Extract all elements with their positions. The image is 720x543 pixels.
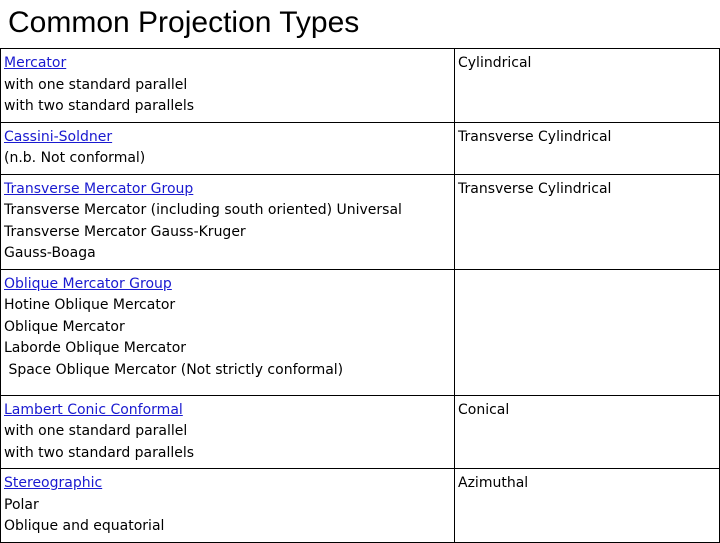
projection-variant: with two standard parallels	[4, 98, 195, 114]
projection-variant: Polar	[4, 496, 39, 513]
projection-variant: Space Oblique Mercator (Not strictly conformal)	[4, 361, 344, 378]
table-row	[1, 174, 720, 269]
projection-link-lambert-conic-conformal[interactable]: Lambert Conic Conformal	[4, 401, 183, 418]
projection-link-stereographic[interactable]: Stereographic	[4, 475, 103, 491]
table-row	[1, 269, 720, 395]
projection-table	[0, 48, 720, 543]
table-row	[1, 122, 720, 174]
projection-variant: Gauss-Boaga	[4, 245, 96, 261]
projection-link-cassini-soldner[interactable]: Cassini-Soldner	[4, 128, 113, 145]
projection-link-transverse-mercator-group[interactable]: Transverse Mercator Group	[4, 180, 194, 197]
projection-type-cell	[455, 49, 720, 123]
projection-variant: Hotine Oblique Mercator	[4, 297, 176, 313]
projection-type-cell	[455, 174, 720, 269]
table-row	[1, 395, 720, 469]
projection-type-cell	[455, 122, 720, 174]
projection-cell	[1, 469, 455, 543]
projection-variant: Oblique Mercator	[4, 318, 125, 335]
table-row	[1, 49, 720, 123]
projection-type-cell	[455, 395, 720, 469]
projection-cell	[1, 269, 455, 395]
projection-cell	[1, 395, 455, 469]
projection-variant: (n.b. Not conformal)	[4, 150, 146, 166]
projection-link-oblique-mercator-group[interactable]: Oblique Mercator Group	[4, 275, 172, 292]
projection-variant: Laborde Oblique Mercator	[4, 340, 187, 356]
projection-type: Conical	[458, 401, 510, 418]
projection-variant: with one standard parallel	[4, 423, 188, 439]
projection-variant: Oblique and equatorial	[4, 518, 165, 534]
projection-type: Azimuthal	[458, 475, 529, 491]
projection-variant: Transverse Mercator (including south oriented) Universal	[4, 202, 402, 218]
projection-variant: with one standard parallel	[4, 76, 188, 93]
projection-type: Cylindrical	[458, 55, 532, 71]
projection-type-cell	[455, 269, 720, 395]
projection-cell	[1, 49, 455, 123]
projection-variant: with two standard parallels	[4, 444, 195, 461]
table-row	[1, 469, 720, 543]
projection-type: Transverse Cylindrical	[458, 180, 612, 197]
projection-cell	[1, 122, 455, 174]
projection-cell	[1, 174, 455, 269]
projection-type-cell	[455, 469, 720, 543]
page-title: Common Projection Types	[8, 6, 360, 39]
projection-link-mercator[interactable]: Mercator	[4, 55, 67, 71]
projection-variant: Transverse Mercator Gauss-Kruger	[4, 223, 246, 240]
projection-type: Transverse Cylindrical	[458, 128, 612, 145]
